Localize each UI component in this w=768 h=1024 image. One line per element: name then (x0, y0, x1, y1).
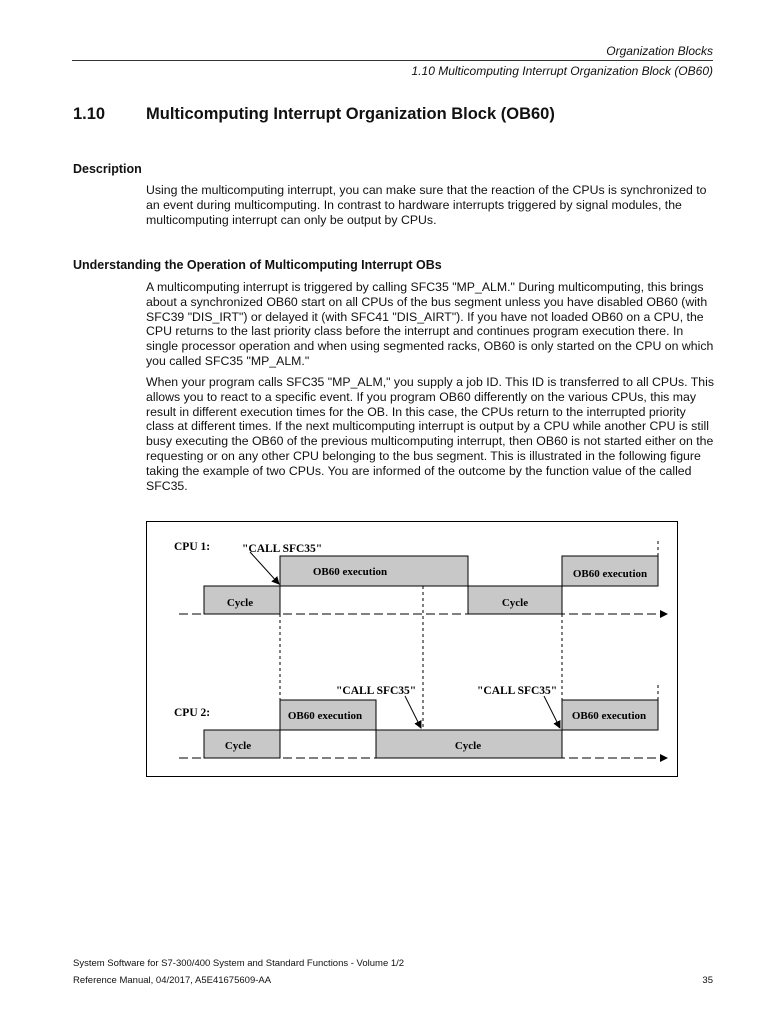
operation-text-2: When your program calls SFC35 "MP_ALM," you supply a job ID. This ID is transferred to all CPUs. This allows you to react to a specific event. If you program OB60 differently on the various CPUs, this may result in different execution times for the OB. In this case, the CPUs return to the interrupted priority class at different times. If the next multicomputing interrupt is output by a CPU while another CPU is still busy executing the OB60 of the previous multicomputing interrupt, then OB60 is not started either on the requesting or on any other CPU belonging to the bus segment. This is illustrated in the following figure taking the example of two CPUs. You are informed of the outcome by the function value of the called SFC35. (146, 375, 714, 493)
cpu2-label: CPU 2: (174, 707, 211, 719)
cpu2-call-label-a: "CALL SFC35" (336, 685, 417, 697)
operation-text-1: A multicomputing interrupt is triggered by calling SFC35 "MP_ALM." During multicomputing, this brings about a synchronized OB60 start on all CPUs of the bus segment unless you have disabled OB60 (with SFC39 "DIS_IRT") or delayed it (with SFC41 "DIS_AIRT"). If you have not loaded OB60 on a CPU, the CPU returns to the last priority class before the interrupt and continues program execution there. In single processor operation and when using segmented racks, OB60 is only started on the CPU on which you called SFC35 "MP_ALM." (146, 280, 714, 368)
cpu1-cycle-label-a: Cycle (226, 597, 254, 609)
cpu1-cycle-label-b: Cycle (501, 597, 529, 609)
header-rule (72, 60, 713, 61)
cpu2-cycle-label-a: Cycle (224, 740, 252, 752)
cpu1-call-label: "CALL SFC35" (242, 543, 323, 555)
section-title: Multicomputing Interrupt Organization Block (OB60) (146, 105, 555, 123)
cpu2-ob60-label-a: OB60 execution (287, 710, 363, 722)
cpu2-call-label-b: "CALL SFC35" (477, 685, 558, 697)
timing-diagram (146, 521, 678, 777)
description-text: Using the multicomputing interrupt, you can make sure that the reaction of the CPUs is synchronized to an event during multicomputing. In contrast to hardware interrupts triggered by signal modules, the multicomputing interrupt can only be output by CPUs. (146, 183, 707, 227)
cpu1-call-arrow (250, 552, 279, 584)
running-header-section: 1.10 Multicomputing Interrupt Organization Block (OB60) (411, 64, 713, 78)
operation-paragraph-2 (146, 375, 716, 493)
operation-heading: Understanding the Operation of Multicomputing Interrupt OBs (73, 258, 442, 272)
footer-manual: Reference Manual, 04/2017, A5E41675609-AA (73, 975, 272, 986)
cpu2-cycle-label-b: Cycle (454, 740, 482, 752)
cpu2-ob60-label-b: OB60 execution (571, 710, 647, 722)
running-header-chapter: Organization Blocks (606, 44, 713, 58)
timing-diagram-svg (147, 522, 679, 778)
footer-title: System Software for S7-300/400 System and Standard Functions - Volume 1/2 (73, 958, 405, 969)
section-number: 1.10 (73, 105, 106, 123)
operation-paragraph-1 (146, 280, 716, 369)
cpu2-call-arrow-a (405, 696, 421, 728)
page-title (73, 105, 555, 124)
cpu1-label: CPU 1: (174, 541, 211, 553)
description-heading: Description (73, 162, 142, 176)
cpu1-ob60-label-a: OB60 execution (312, 566, 388, 578)
page-number: 35 (702, 975, 713, 986)
description-paragraph (146, 183, 716, 227)
cpu2-call-arrow-b (544, 696, 560, 728)
cpu1-ob60-label-b: OB60 execution (572, 568, 648, 580)
